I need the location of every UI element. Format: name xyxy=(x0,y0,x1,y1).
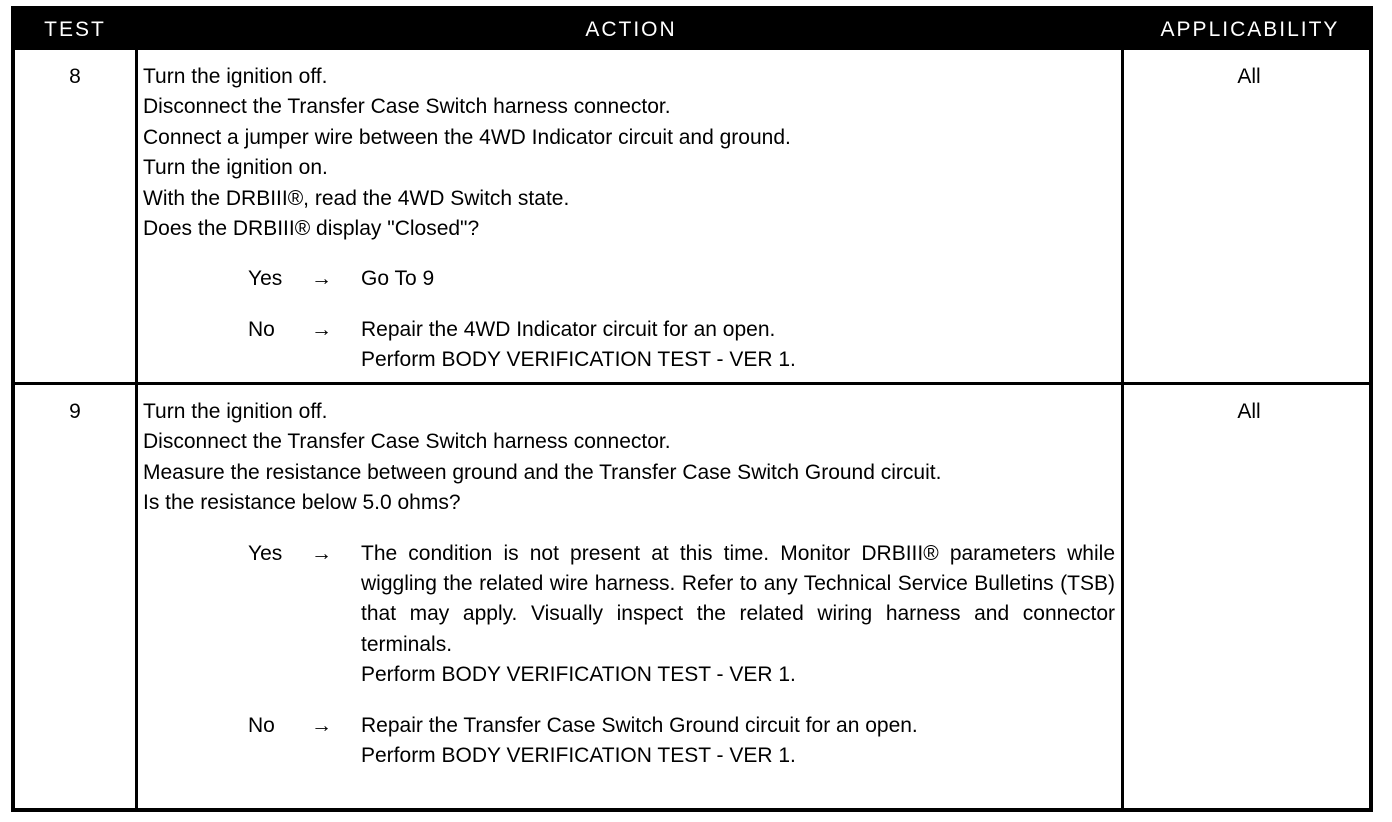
yes-label: Yes xyxy=(248,541,283,565)
action-step: Is the resistance below 5.0 ohms? xyxy=(143,491,461,515)
arrow-right-icon: → xyxy=(311,317,332,341)
header-applicability: APPLICABILITY xyxy=(1160,18,1340,41)
action-cell xyxy=(143,62,1115,376)
test-number: 9 xyxy=(69,400,81,423)
yes-response xyxy=(143,264,1115,294)
action-cell xyxy=(143,397,1115,771)
no-text: Perform BODY VERIFICATION TEST - VER 1. xyxy=(361,348,796,372)
action-step: Turn the ignition on. xyxy=(143,156,328,180)
header-action: ACTION xyxy=(585,18,677,41)
no-response xyxy=(143,315,1115,376)
action-step: Connect a jumper wire between the 4WD Indicator circuit and ground. xyxy=(143,125,791,149)
no-text: Perform BODY VERIFICATION TEST - VER 1. xyxy=(361,744,796,768)
arrow-right-icon: → xyxy=(311,713,332,737)
no-label: No xyxy=(248,317,275,341)
no-text: Repair the 4WD Indicator circuit for an open. xyxy=(361,317,776,341)
action-step: Measure the resistance between ground and the Transfer Case Switch Ground circuit. xyxy=(143,460,942,484)
no-label: No xyxy=(248,713,275,737)
table-header xyxy=(15,10,1369,50)
header-test: TEST xyxy=(44,18,106,41)
no-text: Repair the Transfer Case Switch Ground circuit for an open. xyxy=(361,713,918,737)
action-step: Disconnect the Transfer Case Switch harness connector. xyxy=(143,430,671,454)
yes-text: Perform BODY VERIFICATION TEST - VER 1. xyxy=(361,663,796,687)
action-step: Turn the ignition off. xyxy=(143,400,328,423)
action-step: Does the DRBIII® display "Closed"? xyxy=(143,217,480,241)
action-step: Disconnect the Transfer Case Switch harness connector. xyxy=(143,95,671,119)
yes-text: The condition is not present at this time. Monitor DRBIII® parameters while wiggling the related wire harness. Refer to any Technical Service Bulletins (TSB) that may apply. Visually inspect the related wiring harness and connector terminals. xyxy=(361,541,1115,656)
arrow-right-icon: → xyxy=(311,541,332,565)
yes-text: Go To 9 xyxy=(361,267,435,291)
action-step: With the DRBIII®, read the 4WD Switch state. xyxy=(143,186,570,210)
yes-label: Yes xyxy=(248,267,283,291)
applicability-value: All xyxy=(1237,65,1261,88)
applicability-value: All xyxy=(1237,400,1261,423)
arrow-right-icon: → xyxy=(311,267,332,291)
test-number: 8 xyxy=(69,65,81,88)
no-response xyxy=(143,711,1115,772)
column-divider xyxy=(1121,50,1124,808)
column-divider xyxy=(135,50,138,808)
diagnostic-table xyxy=(11,6,1373,812)
yes-response xyxy=(143,539,1115,691)
action-step: Turn the ignition off. xyxy=(143,65,328,88)
row-divider xyxy=(15,382,1369,385)
